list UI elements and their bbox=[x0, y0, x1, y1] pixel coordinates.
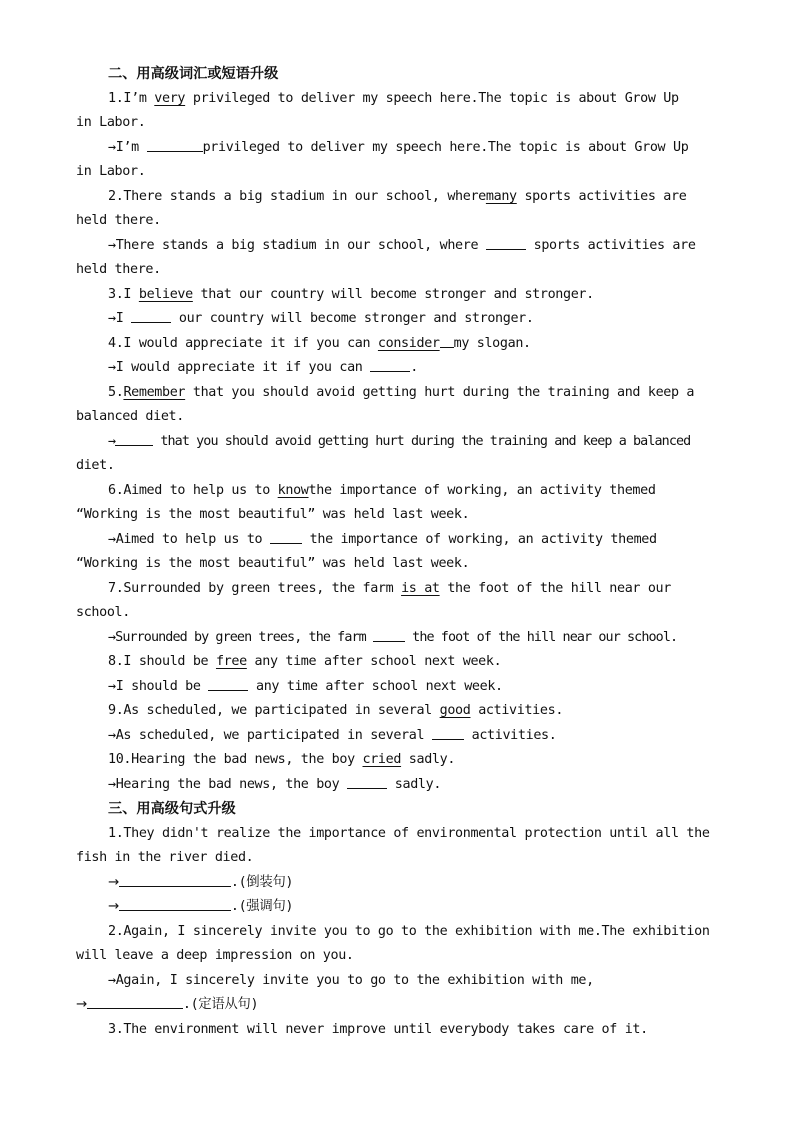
item-1-upgrade: →I’m privileged to deliver my speech here.The topic is about Grow Up bbox=[76, 136, 718, 161]
item-3-answer-blank[interactable] bbox=[131, 307, 171, 323]
item-2-original: 2.There stands a big stadium in our school, wheremany sports activities are bbox=[108, 188, 687, 204]
item-1-upgrade-cont: in Labor. bbox=[76, 164, 146, 179]
item-6-original: 6.Aimed to help us to knowthe importance of working, an activity themed bbox=[108, 482, 656, 498]
q1-original: 1.They didn't realize the importance of environmental protection until all the bbox=[108, 825, 710, 841]
item-4-upgrade: →I would appreciate it if you can . bbox=[76, 356, 718, 381]
arrow-icon: → bbox=[108, 899, 119, 914]
item-5-original: 5.Remember that you should avoid getting hurt during the training and keep a bbox=[108, 384, 695, 400]
item-3-original: 3.I believe that our country will become stronger and stronger. bbox=[108, 286, 594, 302]
item-6-upgrade-cont: “Working is the most beautiful” was held last week. bbox=[76, 556, 470, 571]
item-1-target-word: very bbox=[154, 90, 186, 106]
item-7-original-cont: school. bbox=[76, 605, 130, 620]
item-10-target-word: cried bbox=[362, 752, 402, 767]
item-5-upgrade-cont: diet. bbox=[76, 458, 115, 473]
item-9-upgrade: →As scheduled, we participated in several activities. bbox=[76, 724, 718, 749]
item-3-target-word: believe bbox=[138, 286, 193, 302]
q2-original-cont: will leave a deep impression on you. bbox=[76, 948, 354, 963]
item-1-original-cont: in Labor. bbox=[76, 115, 146, 130]
item-10-upgrade: →Hearing the bad news, the boy sadly. bbox=[76, 773, 718, 798]
q2-answer-attributive: → .(定语从句) bbox=[76, 993, 718, 1018]
item-8-target-word: free bbox=[215, 654, 247, 669]
item-5-target-word: Remember bbox=[123, 384, 186, 400]
q1-original-cont: fish in the river died. bbox=[76, 850, 254, 865]
item-2-target-word: many bbox=[485, 188, 517, 204]
item-7-target-word: is at bbox=[401, 580, 440, 596]
item-2-upgrade-cont: held there. bbox=[76, 262, 161, 277]
item-5-upgrade: → that you should avoid getting hurt during the training and keep a balanced bbox=[76, 430, 718, 455]
item-7-original: 7.Surrounded by green trees, the farm is at the foot of the hill near our bbox=[108, 580, 671, 596]
item-2-original-cont: held there. bbox=[76, 213, 161, 228]
item-9-original: 9.As scheduled, we participated in several good activities. bbox=[108, 703, 564, 718]
section-3-heading: 三、用高级句式升级 bbox=[108, 801, 236, 817]
item-4-original: 4.I would appreciate it if you can consider my slogan. bbox=[76, 332, 718, 357]
worksheet-page bbox=[76, 62, 718, 1042]
q1-answer-emphasis: → .(强调句) bbox=[76, 895, 718, 920]
item-9-target-word: good bbox=[439, 703, 471, 718]
item-4-answer-blank[interactable] bbox=[370, 356, 410, 372]
item-10-answer-blank[interactable] bbox=[347, 773, 387, 789]
q1-answer-inversion: → .(倒装句) bbox=[76, 871, 718, 896]
q3-original: 3.The environment will never improve until everybody takes care of it. bbox=[108, 1021, 648, 1037]
item-3-upgrade: →I our country will become stronger and stronger. bbox=[76, 307, 718, 332]
item-8-original: 8.I should be free any time after school next week. bbox=[108, 654, 502, 669]
q2-attributive-blank[interactable] bbox=[87, 993, 183, 1009]
section-2-heading: 二、用高级词汇或短语升级 bbox=[108, 66, 279, 82]
item-4-target-word: consider bbox=[377, 335, 440, 351]
item-2-answer-blank[interactable] bbox=[486, 234, 526, 250]
item-5-answer-blank[interactable] bbox=[115, 430, 153, 446]
item-7-upgrade: →Surrounded by green trees, the farm the foot of the hill near our school. bbox=[76, 626, 718, 651]
q2-original: 2.Again, I sincerely invite you to go to the exhibition with me.The exhibition bbox=[108, 923, 710, 939]
arrow-icon: → bbox=[108, 874, 119, 890]
q1-emphasis-blank[interactable] bbox=[119, 895, 231, 911]
item-8-upgrade: →I should be any time after school next week. bbox=[76, 675, 718, 700]
q1-inversion-blank[interactable] bbox=[119, 871, 231, 887]
item-6-target-word: know bbox=[277, 482, 309, 498]
item-8-answer-blank[interactable] bbox=[208, 675, 248, 691]
arrow-icon: → bbox=[76, 997, 87, 1012]
item-9-answer-blank[interactable] bbox=[432, 724, 464, 740]
item-7-answer-blank[interactable] bbox=[373, 626, 405, 642]
item-2-upgrade: →There stands a big stadium in our school, where sports activities are bbox=[76, 234, 718, 259]
item-6-original-cont: “Working is the most beautiful” was held last week. bbox=[76, 507, 470, 522]
item-6-upgrade: →Aimed to help us to the importance of working, an activity themed bbox=[76, 528, 718, 553]
item-1-answer-blank[interactable] bbox=[147, 136, 203, 152]
item-10-original: 10.Hearing the bad news, the boy cried sadly. bbox=[108, 752, 456, 767]
item-5-original-cont: balanced diet. bbox=[76, 409, 184, 424]
item-1-original: 1.I’m very privileged to deliver my speech here.The topic is about Grow Up bbox=[108, 90, 679, 106]
item-6-answer-blank[interactable] bbox=[270, 528, 302, 544]
q2-rewrite: →Again, I sincerely invite you to go to the exhibition with me, bbox=[108, 972, 594, 988]
